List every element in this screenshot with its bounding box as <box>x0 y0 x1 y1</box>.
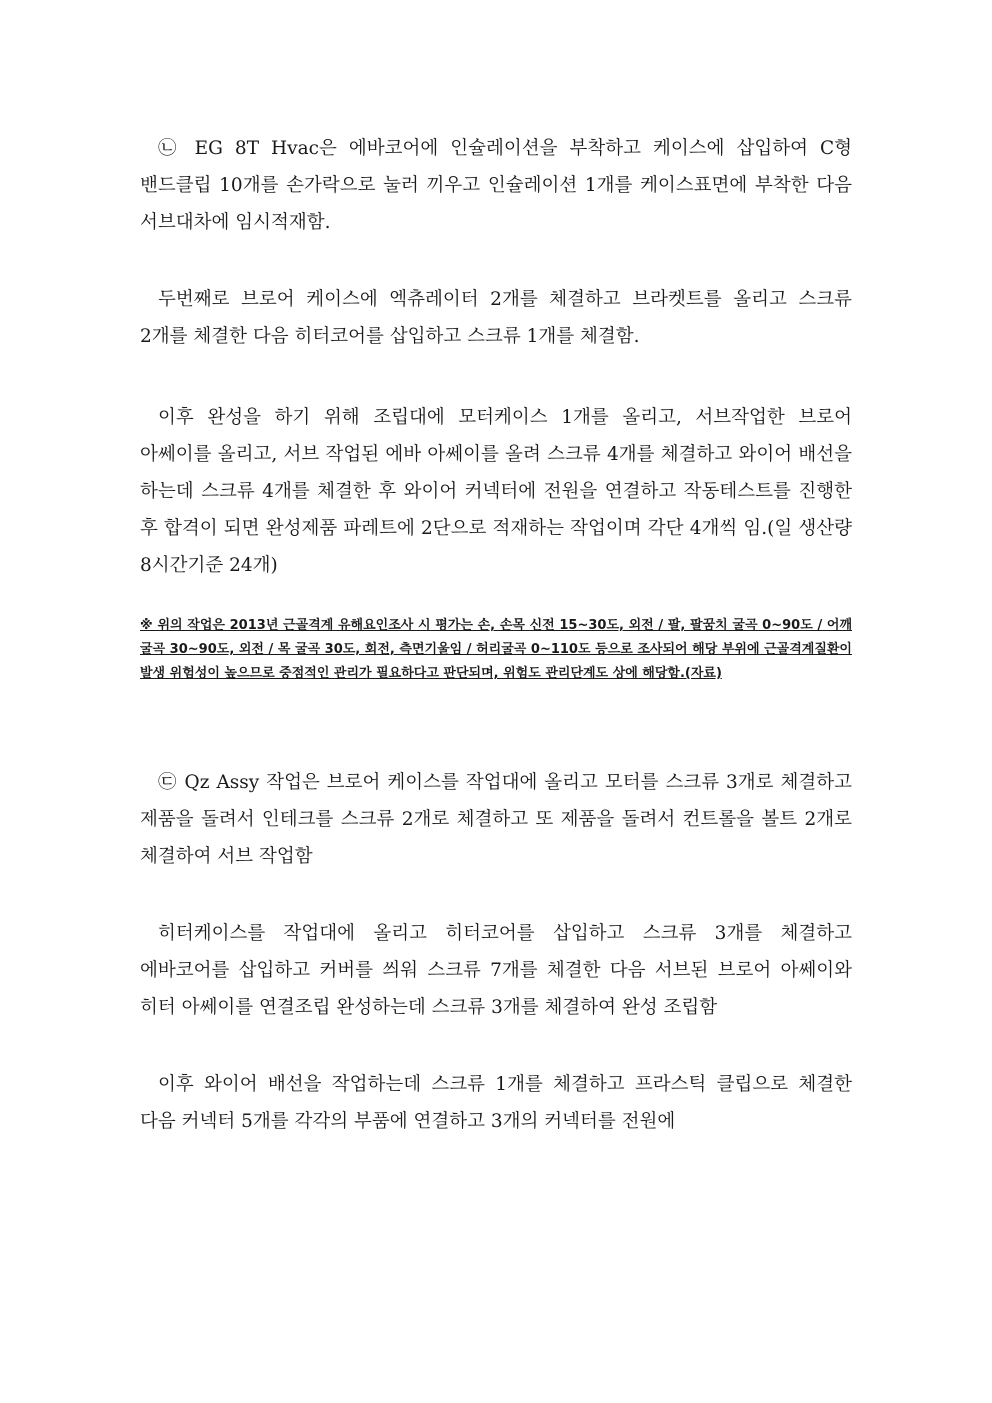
paragraph-blower-case: 두번째로 브로어 케이스에 엑츄레이터 2개를 체결하고 브라켓트를 올리고 스크류 2개를 체결한 다음 히터코어를 삽입하고 스크류 1개를 체결함. <box>140 289 852 347</box>
paragraph-final-assembly: 이후 완성을 하기 위해 조립대에 모터케이스 1개를 올리고, 서브작업한 브로어 아쎄이를 올리고, 서브 작업된 에바 아쎄이를 올려 스크류 4개를 체결하고 와이어 배선을 하는데 스크류 4개를 체결한 후 와이어 커넥터에 전원을 연결하고 작동테스트를 진행한 후 합격이 되면 완성제품 파레트에 2단으로 적재하는 작업이며 각단 4개씩 임.(일 생산량 8시간기준 24개) <box>140 407 852 576</box>
paragraph-eg8t-hvac: ㉡ EG 8T Hvac은 에바코어에 인슐레이션을 부착하고 케이스에 삽입하여 C형 밴드클립 10개를 손가락으로 눌러 끼우고 인슐레이션 1개를 케이스표면에 부착한 다음 서브대차에 임시적재함. <box>140 138 852 233</box>
document-page <box>140 130 852 1140</box>
paragraph-qz-assy: ㉢ Qz Assy 작업은 브로어 케이스를 작업대에 올리고 모터를 스크류 3개로 체결하고 제품을 돌려서 인테크를 스크류 2개로 체결하고 또 제품을 돌려서 컨트롤을 볼트 2개로 체결하여 서브 작업함 <box>140 772 852 867</box>
paragraph-wire-routing: 이후 와이어 배선을 작업하는데 스크류 1개를 체결하고 프라스틱 클립으로 체결한 다음 커넥터 5개를 각각의 부품에 연결하고 3개의 커넥터를 전원에 <box>140 1074 852 1132</box>
note-musculoskeletal-survey: ※ 위의 작업은 2013년 근골격계 유해요인조사 시 평가는 손, 손목 신전 15~30도, 외전 / 팔, 팔꿈치 굴곡 0~90도 / 어깨 굴곡 30~90도, 외전 / 목 굴곡 30도, 회전, 측면기울임 / 허리굴곡 0~110도 등으로 조사되어 해당 부위에 근골격계질환이 발생 위험성이 높으므로 중점적인 관리가 필요하다고 판단되며, 위험도 관리단계도 상에 해당함.(자료) <box>140 618 852 681</box>
paragraph-heater-case: 히터케이스를 작업대에 올리고 히터코어를 삽입하고 스크류 3개를 체결하고 에바코어를 삽입하고 커버를 씌워 스크류 7개를 체결한 다음 서브된 브로어 아쎄이와 히터 아쎄이를 연결조립 완성하는데 스크류 3개를 체결하여 완성 조립함 <box>140 923 852 1018</box>
